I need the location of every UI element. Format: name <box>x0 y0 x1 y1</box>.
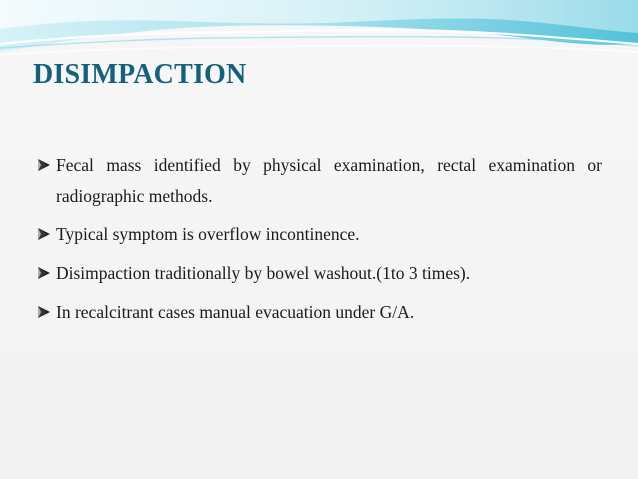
top-wave-decoration <box>0 0 638 62</box>
bullet-item <box>36 150 602 212</box>
arrow-bullet-icon <box>36 265 52 281</box>
arrow-bullet-icon <box>36 226 52 242</box>
bullet-text: In recalcitrant cases manual evacuation under G/A. <box>56 302 415 322</box>
bullet-list <box>36 150 602 336</box>
slide-title: DISIMPACTION <box>33 59 247 90</box>
bullet-text: Disimpaction traditionally by bowel washout.(1to 3 times). <box>56 263 471 283</box>
bullet-item <box>36 219 602 250</box>
bullet-text: Fecal mass identified by physical examination, rectal examination or radiographic methods. <box>56 155 602 206</box>
arrow-bullet-icon <box>36 304 52 320</box>
bullet-item <box>36 297 602 328</box>
arrow-bullet-icon <box>36 157 52 173</box>
bullet-text: Typical symptom is overflow incontinence. <box>56 224 360 244</box>
bullet-item <box>36 258 602 289</box>
